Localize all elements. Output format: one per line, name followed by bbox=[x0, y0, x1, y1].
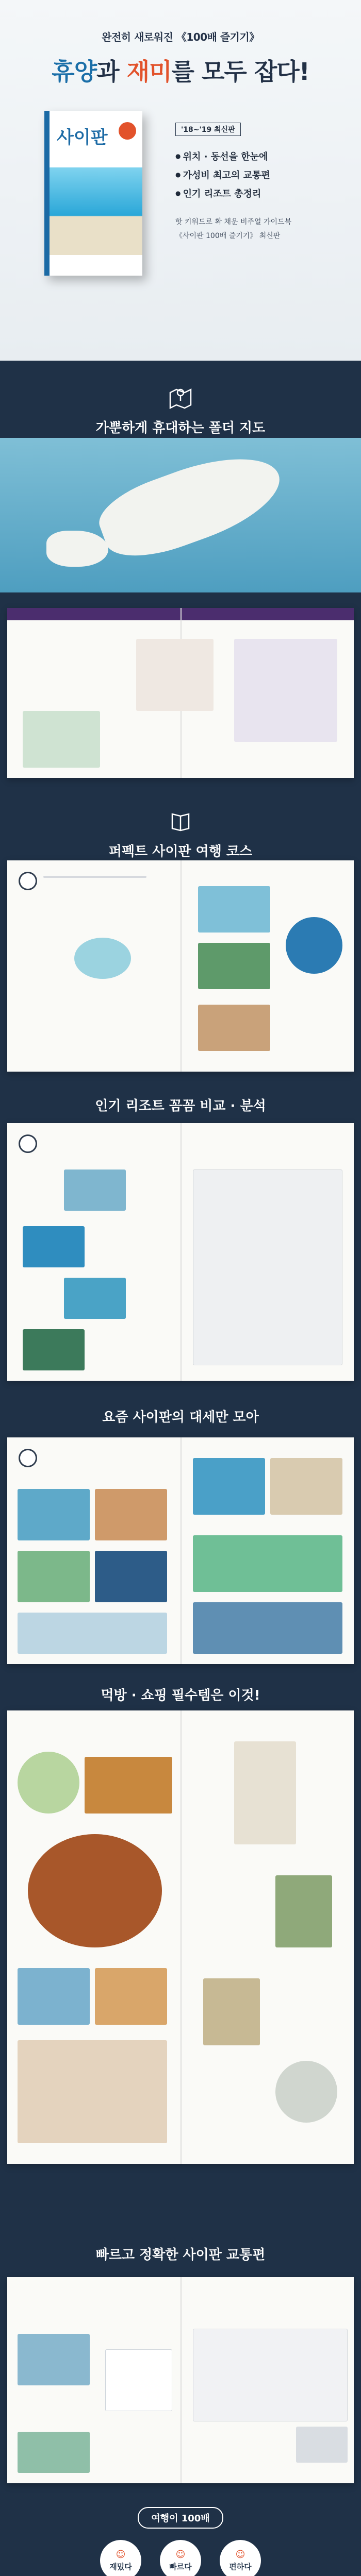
trend-photo bbox=[95, 1551, 167, 1602]
hero-note bbox=[175, 215, 291, 243]
headline-connector: 과 bbox=[96, 58, 127, 86]
trend-photo bbox=[95, 1489, 167, 1540]
trend-photo bbox=[193, 1602, 342, 1654]
transport-section bbox=[0, 2226, 361, 2494]
book-cover-photo bbox=[50, 167, 142, 255]
food-photo bbox=[28, 1834, 162, 1947]
section-title: 빠르고 정확한 사이판 교통편 bbox=[95, 2247, 266, 2263]
book-badge bbox=[119, 122, 136, 140]
note-line: 핫 키워드로 확 채운 비주얼 가이드북 bbox=[175, 218, 292, 226]
food-photo bbox=[18, 1752, 79, 1814]
page-gutter bbox=[180, 1437, 182, 1664]
course-photo bbox=[286, 917, 342, 974]
transport-info-box bbox=[105, 2349, 172, 2411]
feature-item: ● 인기 리조트 총정리 bbox=[175, 187, 291, 200]
resort-photo bbox=[64, 1170, 126, 1211]
headline-tail: 를 모두 잡다! bbox=[171, 58, 309, 86]
hero-section bbox=[0, 0, 361, 361]
section-title: 먹방 · 쇼핑 필수템은 이것! bbox=[101, 1688, 260, 1703]
resort-comparison-table bbox=[193, 1170, 342, 1365]
headline-word-fun: 재미 bbox=[126, 58, 172, 86]
trend-photo bbox=[270, 1458, 342, 1515]
benefit-label: 재밌다 bbox=[109, 2562, 132, 2571]
note-line: 《사이판 100배 즐기기》 최신판 bbox=[175, 231, 281, 240]
food-photo bbox=[18, 1968, 90, 2025]
food-photo bbox=[95, 1968, 167, 2025]
map-thumb bbox=[23, 711, 100, 768]
section-title: 가뿐하게 휴대하는 폴더 지도 bbox=[95, 420, 266, 436]
course-photo bbox=[198, 1005, 270, 1051]
folded-map-pin-icon bbox=[165, 381, 196, 412]
folder-map-image bbox=[0, 438, 361, 592]
course-pages-image bbox=[7, 860, 354, 1072]
section-title: 인기 리조트 꼼꼼 비교 · 분석 bbox=[95, 1098, 266, 1114]
smile-icon: ☺ bbox=[235, 2549, 245, 2560]
fare-table bbox=[193, 2329, 348, 2421]
shopping-item-photo bbox=[203, 1978, 260, 2045]
trend-photo bbox=[18, 1613, 167, 1654]
transport-photo bbox=[18, 2334, 90, 2385]
course-section bbox=[0, 793, 361, 1082]
trend-section bbox=[0, 1391, 361, 1680]
course-photo bbox=[198, 886, 270, 933]
trend-photo bbox=[18, 1489, 90, 1540]
benefit-fun bbox=[100, 2540, 141, 2576]
smile-icon: ☺ bbox=[116, 2549, 126, 2560]
resort-section bbox=[0, 1082, 361, 1391]
benefit-label: 편하다 bbox=[229, 2562, 252, 2571]
feature-item: ● 위치 · 동선을 한눈에 bbox=[175, 149, 291, 163]
benefit-circles bbox=[0, 2540, 361, 2576]
transport-pages-image bbox=[7, 2277, 354, 2483]
benefit-fast bbox=[160, 2540, 201, 2576]
island-shape bbox=[91, 439, 290, 571]
hero-subtitle: 완전히 새로워진 《100배 즐기기》 bbox=[102, 31, 259, 43]
page-gutter bbox=[180, 2277, 182, 2483]
island-shape bbox=[46, 531, 108, 567]
shopping-item-photo bbox=[234, 1741, 296, 1844]
chapter-number-badge bbox=[19, 1134, 37, 1153]
map-section bbox=[0, 361, 361, 793]
resort-photo bbox=[23, 1329, 85, 1370]
food-photo bbox=[18, 2040, 167, 2143]
edition-tag: '18~'19 최신판 bbox=[175, 123, 241, 136]
hero-headline bbox=[0, 53, 361, 87]
map-pages-image bbox=[7, 608, 354, 778]
book-icon bbox=[165, 806, 196, 837]
food-pages-image bbox=[7, 1710, 354, 2164]
food-photo bbox=[85, 1757, 172, 1814]
route-diagram bbox=[234, 639, 337, 742]
trend-photo bbox=[193, 1458, 265, 1515]
sign-chart bbox=[136, 639, 214, 711]
headline-word-rest: 휴양 bbox=[52, 58, 97, 86]
feature-list bbox=[175, 123, 291, 243]
resort-photo bbox=[64, 1278, 126, 1319]
book-title: 사이판 bbox=[57, 127, 108, 148]
course-photo bbox=[198, 943, 270, 989]
page-gutter bbox=[180, 860, 182, 1072]
footer-banner: 여행이 100배 bbox=[138, 2507, 223, 2529]
chapter-number-badge bbox=[19, 1449, 37, 1467]
trend-photo bbox=[18, 1551, 90, 1602]
trend-pages-image bbox=[7, 1437, 354, 1664]
page-gutter bbox=[180, 1710, 182, 2164]
section-title: 요즘 사이판의 대세만 모아 bbox=[102, 1410, 259, 1425]
resort-photo bbox=[23, 1226, 85, 1267]
text-line bbox=[43, 876, 146, 878]
chapter-number-badge bbox=[19, 872, 37, 890]
resort-pages-image bbox=[7, 1123, 354, 1381]
course-photo bbox=[74, 938, 131, 979]
section-title: 퍼펙트 사이판 여행 코스 bbox=[108, 844, 253, 859]
footer-section bbox=[0, 2494, 361, 2576]
book-cover-image bbox=[44, 111, 142, 276]
benefit-label: 빠르다 bbox=[169, 2562, 192, 2571]
bus-photo bbox=[296, 2427, 348, 2463]
page-gutter bbox=[180, 1123, 182, 1381]
shopping-item-photo bbox=[275, 2061, 337, 2123]
food-section bbox=[0, 1680, 361, 2226]
transport-photo bbox=[18, 2432, 90, 2473]
smile-icon: ☺ bbox=[175, 2549, 186, 2560]
feature-item: ● 가성비 최고의 교통편 bbox=[175, 168, 291, 181]
shopping-item-photo bbox=[275, 1875, 332, 1947]
trend-photo bbox=[193, 1535, 342, 1592]
benefit-easy bbox=[220, 2540, 261, 2576]
